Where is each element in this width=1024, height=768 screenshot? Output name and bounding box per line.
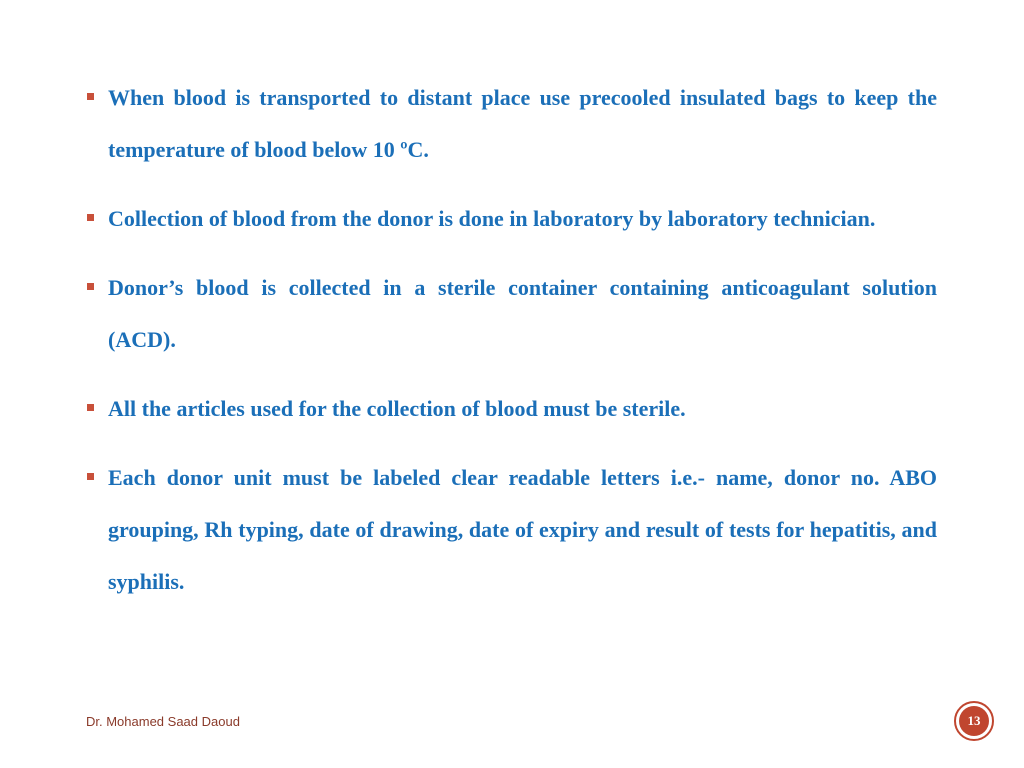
bullet-text: Collection of blood from the donor is done in laboratory by laboratory technician.: [108, 206, 876, 231]
square-bullet-icon: [87, 404, 94, 411]
square-bullet-icon: [87, 93, 94, 100]
bullet-text: When blood is transported to distant place use precooled insulated bags to keep the temperature of blood below 10 ºC.: [108, 85, 937, 162]
footer-author: Dr. Mohamed Saad Daoud: [86, 714, 240, 729]
bullet-text: Each donor unit must be labeled clear readable letters i.e.- name, donor no. ABO grouping, Rh typing, date of drawing, date of expiry and result of tests for hepatitis, and syphilis.: [108, 465, 937, 594]
square-bullet-icon: [87, 283, 94, 290]
page-number-badge: [954, 701, 994, 741]
page-number: 13: [959, 706, 989, 736]
bullet-list: [87, 72, 937, 625]
bullet-item: [87, 383, 937, 435]
bullet-text: Donor’s blood is collected in a sterile container containing anticoagulant solution (ACD).: [108, 275, 937, 352]
square-bullet-icon: [87, 473, 94, 480]
square-bullet-icon: [87, 214, 94, 221]
bullet-item: [87, 72, 937, 176]
bullet-item: [87, 193, 937, 245]
bullet-text: All the articles used for the collection of blood must be sterile.: [108, 396, 686, 421]
bullet-item: [87, 262, 937, 366]
bullet-item: [87, 452, 937, 608]
